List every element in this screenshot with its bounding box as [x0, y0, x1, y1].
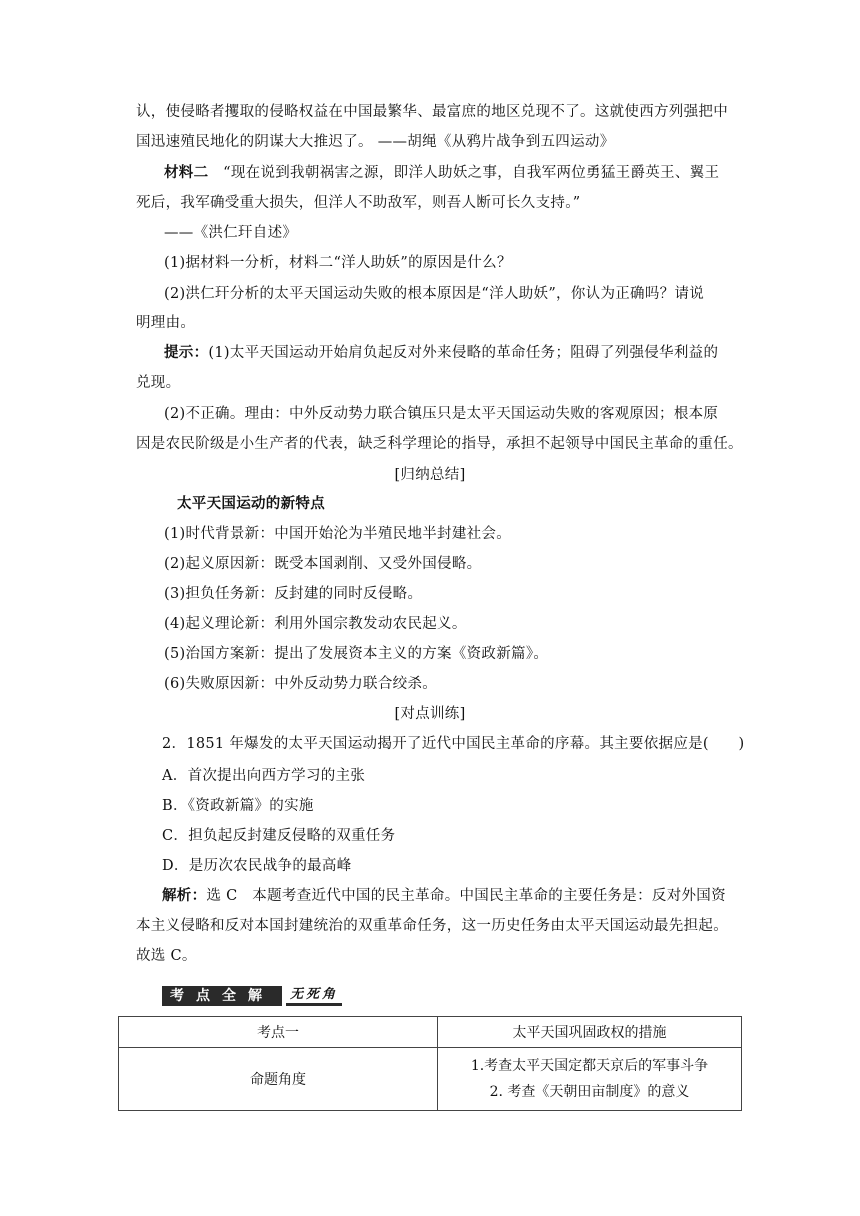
hint-label: 提示： — [164, 344, 209, 361]
table-row — [119, 1048, 742, 1111]
question-stem: 2．1851 年爆发的太平天国运动揭开了近代中国民主革命的序幕。其主要依据应是( ) — [162, 736, 745, 752]
table-cell: 命题角度 — [119, 1048, 438, 1111]
section-banner — [162, 984, 342, 1006]
text-line: 死后，我军确受重大损失，但洋人不助敌军，则吾人断可长久支持。” — [136, 195, 581, 211]
feature-item: (1)时代背景新：中国开始沦为半殖民地半封建社会。 — [164, 526, 512, 542]
material-two-label: 材料二 — [164, 164, 209, 181]
text-line: 认，使侵略者攫取的侵略权益在中国最繁华、最富庶的地区兑现不了。这就使西方列强把中 — [136, 104, 728, 120]
text-line: 国迅速殖民地化的阴谋大大推迟了。 ——胡绳《从鸦片战争到五四运动》 — [136, 134, 615, 150]
training-heading: [对点训练] — [394, 706, 466, 722]
exam-point-table — [118, 1016, 742, 1111]
answer-label: 解析： — [162, 887, 207, 904]
text-line: 明理由。 — [136, 315, 196, 331]
table-cell — [438, 1048, 742, 1111]
source-citation: ——《洪仁玕自述》 — [164, 225, 298, 241]
text-line: 因是农民阶级是小生产者的代表，缺乏科学理论的指导，承担不起领导中国民主革命的重任。 — [136, 436, 743, 452]
table-cell-line: 1.考查太平天国定都天京后的军事斗争 — [470, 1058, 709, 1074]
material-two-text: “现在说到我朝祸害之源，即洋人助妖之事，自我军两位勇猛王爵英王、翼王 — [223, 165, 720, 181]
feature-item: (4)起义理论新：利用外国宗教发动农民起义。 — [164, 616, 467, 632]
text-line: 兑现。 — [136, 375, 181, 391]
table-cell-line: 2. 考查《天朝田亩制度》的意义 — [489, 1084, 690, 1100]
table-cell: 考点一 — [119, 1017, 438, 1048]
text-line: 本主义侵略和反对本国封建统治的双重革命任务，这一历史任务由太平天国运动最先担起。 — [136, 918, 728, 934]
features-heading: 太平天国运动的新特点 — [177, 495, 325, 512]
feature-item: (2)起义原因新：既受本国剥削、又受外国侵略。 — [164, 556, 482, 572]
banner-subtitle: 无死角 — [286, 987, 342, 1006]
summary-heading: [归纳总结] — [394, 467, 466, 483]
answer-line — [162, 886, 762, 906]
feature-item: (3)担负任务新：反封建的同时反侵略。 — [164, 586, 423, 602]
question-1: (1)据材料一分析，材料二“洋人助妖”的原因是什么？ — [164, 255, 512, 271]
feature-item: (5)治国方案新：提出了发展资本主义的方案《资政新篇》。 — [164, 646, 549, 662]
table-cell: 太平天国巩固政权的措施 — [438, 1017, 742, 1048]
text-line: (2)不正确。理由：中外反动势力联合镇压只是太平天国运动失败的客观原因；根本原 — [164, 406, 719, 422]
option-b: B．《资政新篇》的实施 — [162, 798, 314, 814]
answer-text: 选 C 本题考查近代中国的民主革命。中国民主革命的主要任务是：反对外国资 — [206, 888, 726, 904]
banner-title: 考 点 全 解 — [162, 986, 282, 1006]
table-row — [119, 1017, 742, 1048]
feature-item: (6)失败原因新：中外反动势力联合绞杀。 — [164, 676, 438, 692]
option-c: C．担负起反封建反侵略的双重任务 — [162, 828, 396, 844]
text-line: 故选 C。 — [136, 948, 197, 964]
hint-text: (1)太平天国运动开始肩负起反对外来侵略的革命任务；阻碍了列强侵华利益的 — [208, 345, 719, 361]
option-a: A．首次提出向西方学习的主张 — [162, 768, 366, 784]
option-d: D．是历次农民战争的最高峰 — [162, 858, 352, 874]
material-two-line — [164, 163, 764, 183]
question-2: (2)洪仁玕分析的太平天国运动失败的根本原因是“洋人助妖”，你认为正确吗？请说 — [164, 286, 705, 302]
hint-line — [164, 343, 764, 363]
